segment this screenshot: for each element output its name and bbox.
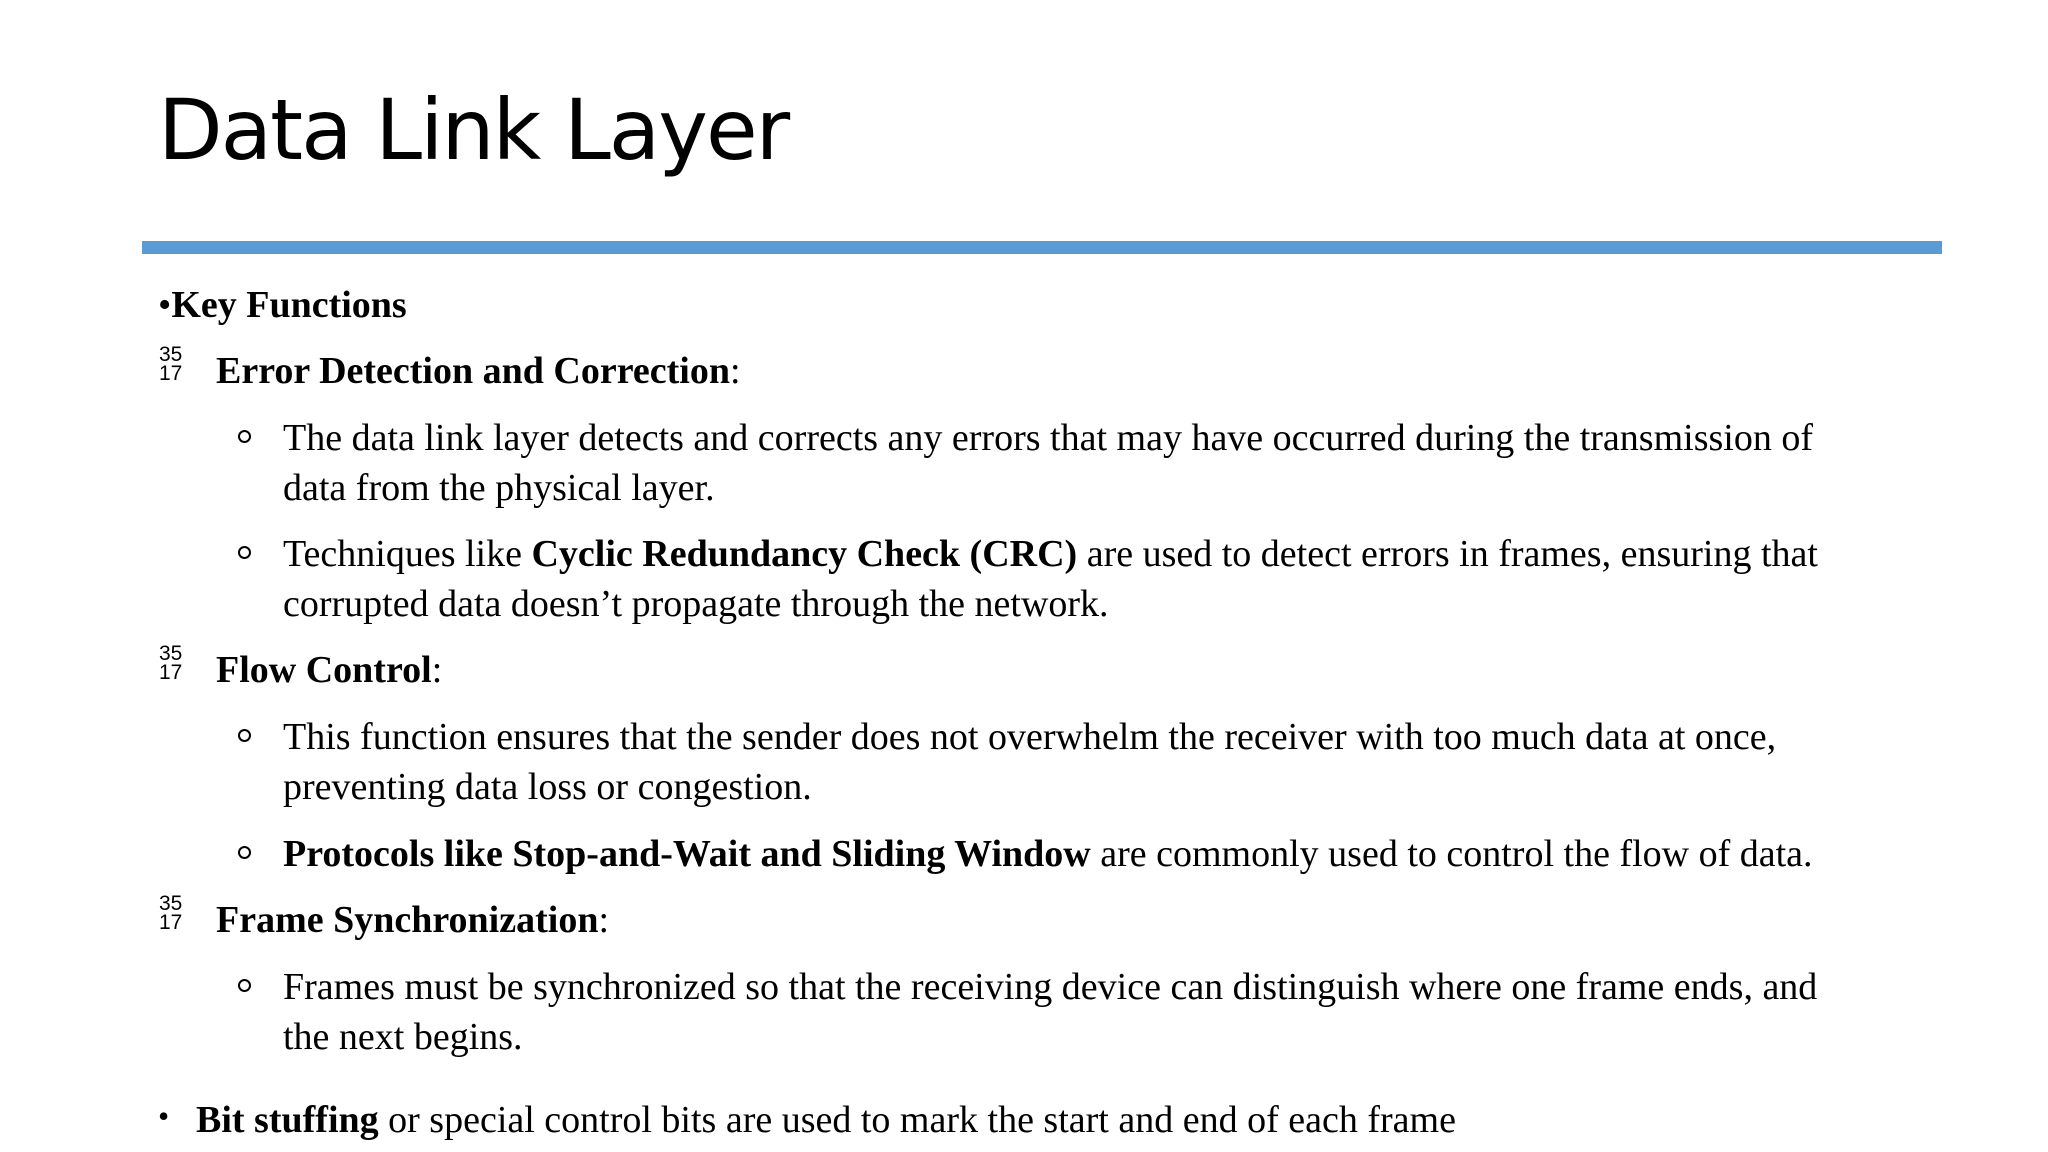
section-heading-frame-sync: Frame Synchronization: xyxy=(216,899,610,941)
list-item-line: Protocols like Stop-and-Wait and Sliding Window are commonly used to control the flow of data. xyxy=(283,833,1813,875)
circle-bullet xyxy=(238,979,251,992)
list-item-line: corrupted data doesn’t propagate through the network. xyxy=(283,583,1109,625)
key-functions-heading xyxy=(158,280,407,330)
list-marker-glyph: 35 17 xyxy=(159,343,183,385)
bullet-glyph: • xyxy=(158,1098,170,1134)
list-item-line: Frames must be synchronized so that the receiving device can distinguish where one frame ends, and xyxy=(283,966,1818,1008)
list-item-line: This function ensures that the sender does not overwhelm the receiver with too much data at once, xyxy=(283,716,1777,758)
section-heading-flow-control: Flow Control: xyxy=(216,649,443,691)
list-item-line: The data link layer detects and corrects any errors that may have occurred during the transmission of xyxy=(283,417,1813,459)
list-marker-glyph: 35 17 xyxy=(159,892,183,934)
bit-stuffing-line: Bit stuffing or special control bits are used to mark the start and end of each frame xyxy=(196,1099,1456,1141)
list-item-line: the next begins. xyxy=(283,1016,523,1058)
list-marker-glyph: 35 17 xyxy=(159,642,183,684)
circle-bullet xyxy=(238,546,251,559)
slide-title: Data Link Layer xyxy=(158,81,789,179)
circle-bullet xyxy=(238,846,251,859)
list-item-line: preventing data loss or congestion. xyxy=(283,766,812,808)
title-underline xyxy=(142,241,1942,254)
list-item-line: data from the physical layer. xyxy=(283,467,715,509)
circle-bullet xyxy=(238,729,251,742)
key-functions-label: Key Functions xyxy=(171,284,407,326)
bullet-glyph: • xyxy=(158,284,172,326)
section-heading-error-detection: Error Detection and Correction: xyxy=(216,350,741,392)
list-item-line: Techniques like Cyclic Redundancy Check (CRC) are used to detect errors in frames, ensuring that xyxy=(283,533,1818,575)
circle-bullet xyxy=(238,430,251,443)
